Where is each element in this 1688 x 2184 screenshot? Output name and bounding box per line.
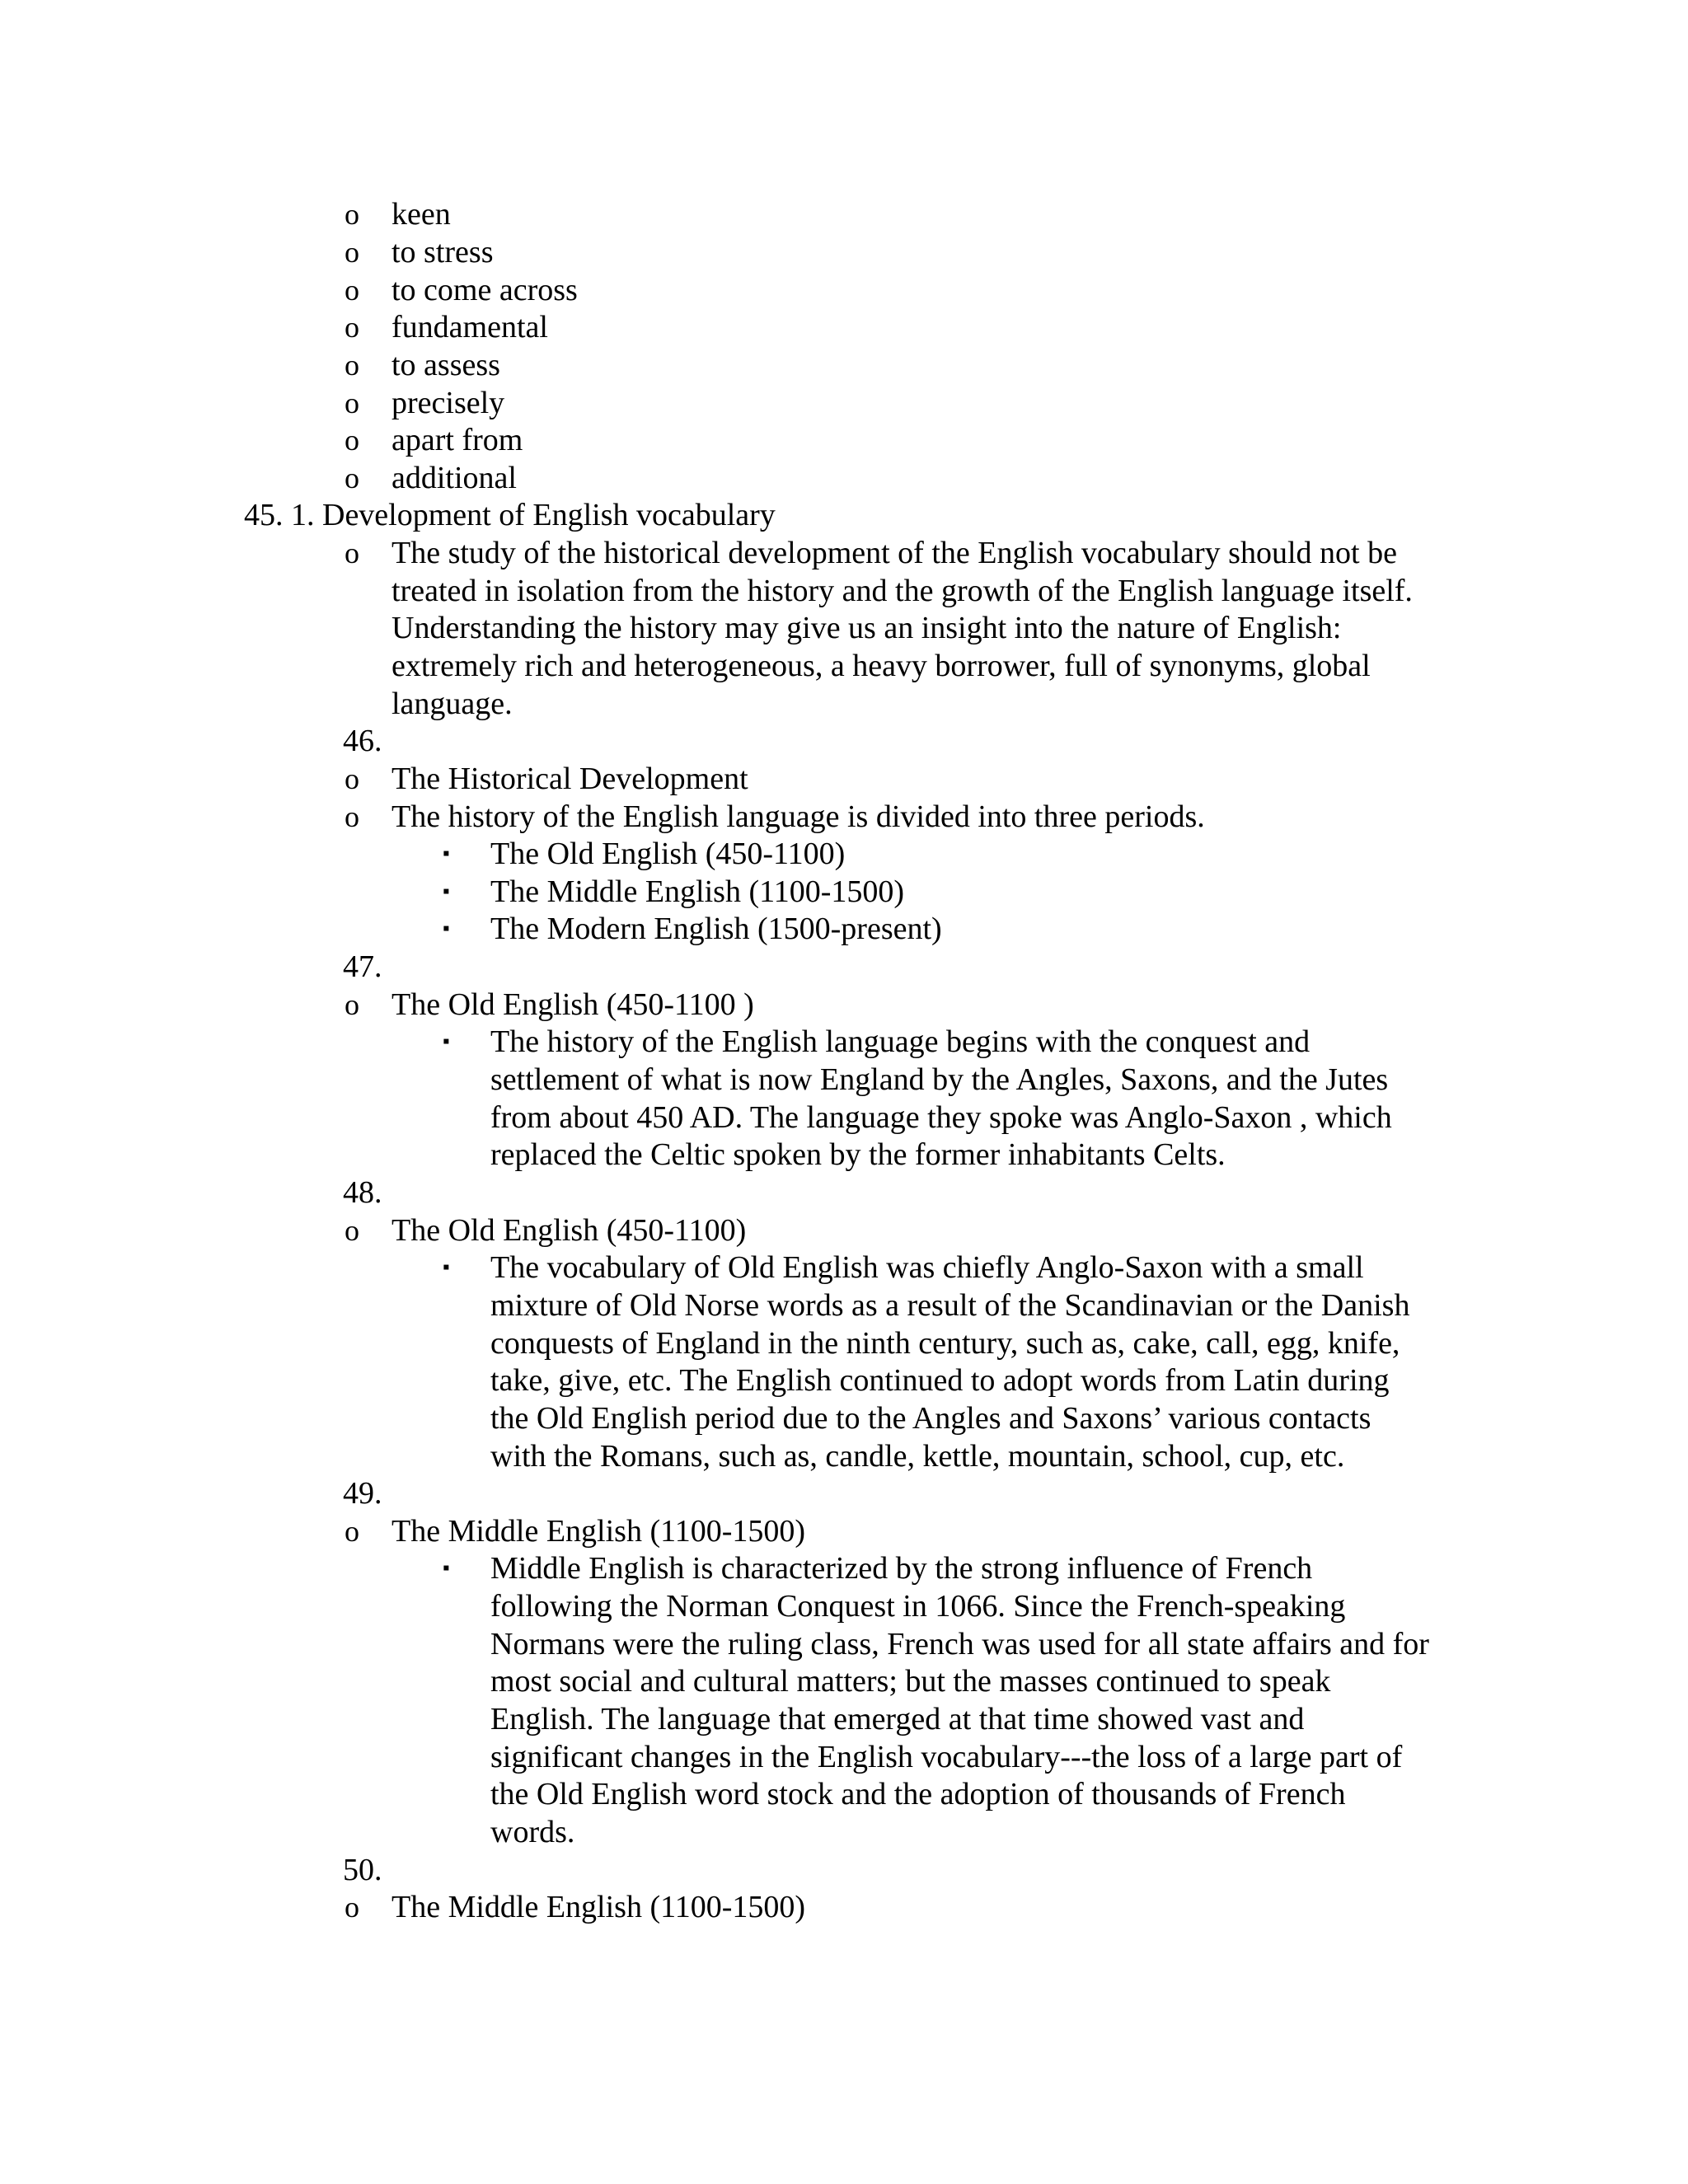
paragraph-line: replaced the Celtic spoken by the former inhabitants Celts. — [490, 1137, 1226, 1172]
paragraph-line: from about 450 AD. The language they spoke was Anglo-Saxon , which — [490, 1100, 1392, 1135]
paragraph-line: the Old English period due to the Angles and Saxons’ various contacts — [490, 1401, 1372, 1436]
slide-number: 46. — [343, 724, 382, 758]
paragraph-line: mixture of Old Norse words as a result of the Scandinavian or the Danish — [490, 1288, 1410, 1323]
period-item: The Old English (450-1100) — [490, 837, 846, 871]
list-bullet: o — [345, 1515, 359, 1548]
square-bullet: ▪ — [443, 1257, 450, 1278]
list-item: The Historical Development — [392, 762, 748, 796]
section-heading: 45. 1. Development of English vocabulary — [244, 498, 776, 532]
square-bullet: ▪ — [443, 881, 450, 902]
paragraph-line: English. The language that emerged at that time showed vast and — [490, 1702, 1305, 1736]
list-bullet: o — [345, 762, 359, 795]
paragraph-line: The history of the English language begins with the conquest and — [490, 1024, 1311, 1059]
period-item: The Modern English (1500-present) — [490, 912, 942, 946]
vocab-item: precisely — [392, 386, 505, 420]
slide-number: 48. — [343, 1175, 382, 1210]
list-bullet: o — [345, 198, 359, 231]
vocab-item: fundamental — [392, 310, 548, 344]
vocab-item: to assess — [392, 348, 500, 382]
vocab-item: keen — [392, 197, 451, 232]
paragraph-line: most social and cultural matters; but the masses continued to speak — [490, 1664, 1331, 1699]
paragraph-line: treated in isolation from the history and the growth of the English language itself. — [392, 574, 1413, 608]
slide-number: 49. — [343, 1476, 382, 1511]
paragraph-line: conquests of England in the ninth century, such as, cake, call, egg, knife, — [490, 1326, 1400, 1361]
list-bullet: o — [345, 988, 359, 1021]
paragraph-line: language. — [392, 687, 513, 721]
period-item: The Middle English (1100-1500) — [490, 874, 905, 909]
list-bullet: o — [345, 800, 359, 833]
paragraph-line: words. — [490, 1815, 575, 1849]
paragraph-line: Understanding the history may give us an insight into the nature of English: — [392, 611, 1342, 645]
list-item: The history of the English language is divided into three periods. — [392, 799, 1205, 834]
list-bullet: o — [345, 274, 359, 307]
paragraph-line: significant changes in the English vocabulary---the loss of a large part of — [490, 1740, 1403, 1774]
vocab-item: to stress — [392, 235, 494, 269]
square-bullet: ▪ — [443, 843, 450, 865]
list-item: The Middle English (1100-1500) — [392, 1890, 806, 1924]
paragraph-line: following the Norman Conquest in 1066. Since the French-speaking — [490, 1589, 1346, 1624]
square-bullet: ▪ — [443, 918, 450, 940]
list-bullet: o — [345, 349, 359, 382]
list-bullet: o — [345, 1214, 359, 1247]
paragraph-line: extremely rich and heterogeneous, a heavy borrower, full of synonyms, global — [392, 649, 1371, 683]
vocab-item: additional — [392, 461, 517, 495]
slide-number: 47. — [343, 949, 382, 984]
vocab-item: apart from — [392, 423, 523, 457]
list-item: The Old English (450-1100 ) — [392, 987, 754, 1022]
list-bullet: o — [345, 537, 359, 569]
paragraph-line: The study of the historical development of the English vocabulary should not be — [392, 536, 1397, 570]
paragraph-line: with the Romans, such as, candle, kettle, mountain, school, cup, etc. — [490, 1439, 1345, 1474]
paragraph-line: The vocabulary of Old English was chiefly Anglo-Saxon with a small — [490, 1250, 1364, 1285]
paragraph-line: the Old English word stock and the adoption of thousands of French — [490, 1777, 1346, 1811]
vocab-item: to come across — [392, 273, 578, 307]
paragraph-line: settlement of what is now England by the Angles, Saxons, and the Jutes — [490, 1062, 1389, 1097]
list-bullet: o — [345, 236, 359, 269]
slide-number: 50. — [343, 1853, 382, 1887]
square-bullet: ▪ — [443, 1031, 450, 1052]
list-bullet: o — [345, 424, 359, 457]
paragraph-line: Normans were the ruling class, French was used for all state affairs and for — [490, 1627, 1429, 1661]
list-bullet: o — [345, 311, 359, 344]
list-bullet: o — [345, 387, 359, 419]
list-item: The Middle English (1100-1500) — [392, 1514, 806, 1549]
list-bullet: o — [345, 1891, 359, 1924]
paragraph-line: take, give, etc. The English continued to adopt words from Latin during — [490, 1363, 1390, 1398]
square-bullet: ▪ — [443, 1558, 450, 1579]
list-bullet: o — [345, 462, 359, 494]
list-item: The Old English (450-1100) — [392, 1213, 747, 1248]
paragraph-line: Middle English is characterized by the strong influence of French — [490, 1551, 1313, 1586]
